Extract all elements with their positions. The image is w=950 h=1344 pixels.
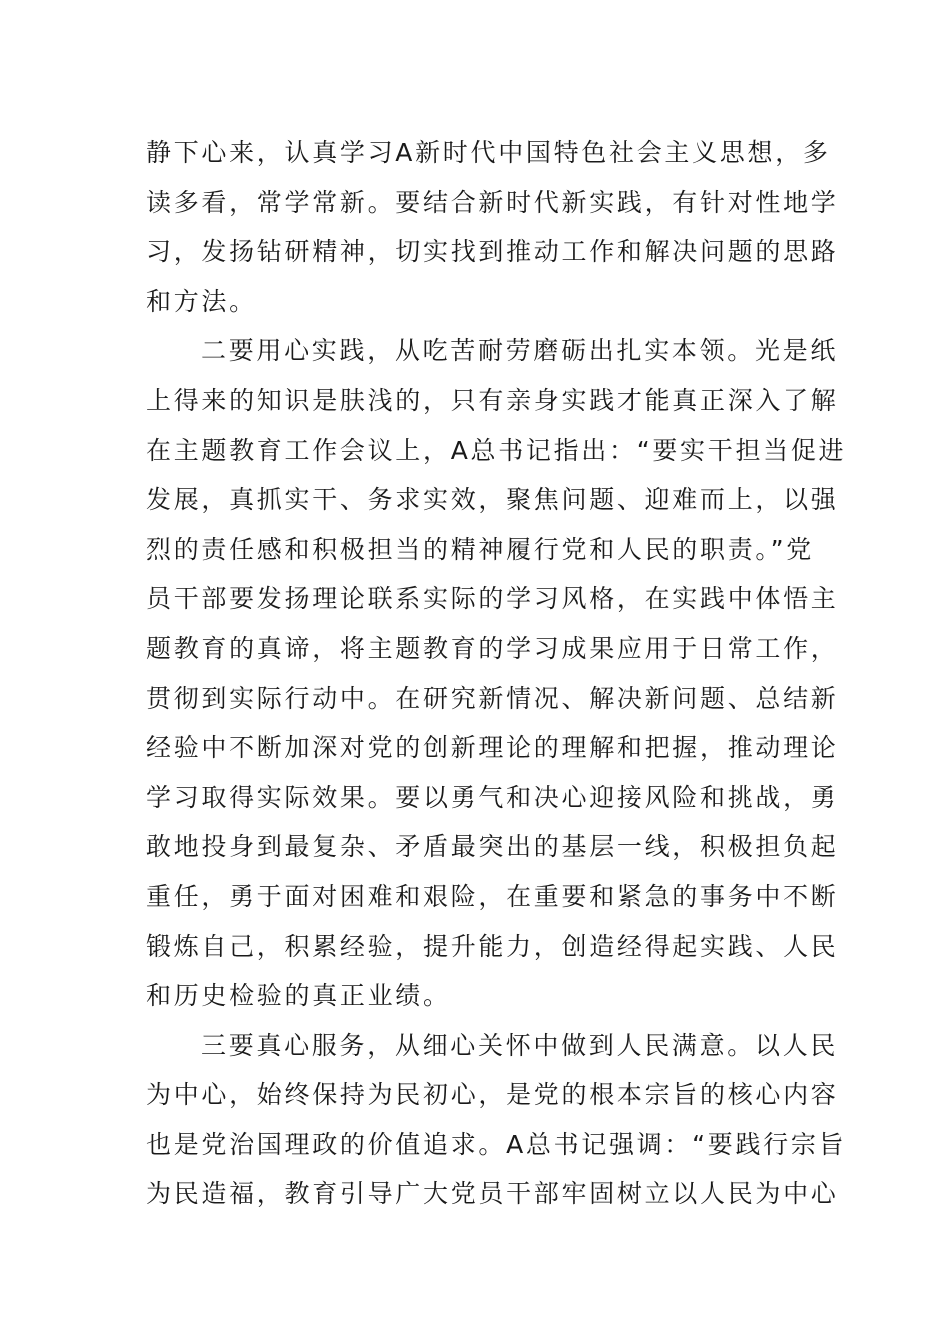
text-line: 也是党治国理政的价值追求。A总书记强调：“要践行宗旨 — [146, 1129, 847, 1159]
text-line: 贯彻到实际行动中。在研究新情况、解决新问题、总结新 — [146, 683, 839, 713]
text-line: 和方法。 — [146, 286, 257, 316]
text-line: 锻炼自己，积累经验，提升能力，创造经得起实践、人民 — [146, 931, 839, 961]
text-line: 重任，勇于面对困难和艰险，在重要和紧急的事务中不断 — [146, 881, 839, 911]
text-line: 习，发扬钻研精神，切实找到推动工作和解决问题的思路 — [146, 237, 839, 267]
text-line: 员干部要发扬理论联系实际的学习风格，在实践中体悟主 — [146, 584, 839, 614]
text-line: 在主题教育工作会议上，A总书记指出：“要实干担当促进 — [146, 435, 847, 465]
text-line: 发展，真抓实干、务求实效，聚焦问题、迎难而上，以强 — [146, 485, 839, 515]
text-line: 烈的责任感和积极担当的精神履行党和人民的职责。”党 — [146, 534, 814, 564]
text-line: 为民造福，教育引导广大党员干部牢固树立以人民为中心 — [146, 1179, 839, 1209]
paragraph-first-line: 二要用心实践，从吃苦耐劳磨砺出扎实本领。光是纸 — [201, 336, 839, 366]
text-line: 和历史检验的真正业绩。 — [146, 981, 451, 1011]
text-line: 为中心，始终保持为民初心，是党的根本宗旨的核心内容 — [146, 1080, 839, 1110]
text-line: 学习取得实际效果。要以勇气和决心迎接风险和挑战，勇 — [146, 782, 839, 812]
text-line: 读多看，常学常新。要结合新时代新实践，有针对性地学 — [146, 187, 839, 217]
text-line: 上得来的知识是肤浅的，只有亲身实践才能真正深入了解 — [146, 385, 839, 415]
document-body — [146, 128, 847, 1219]
paragraph-first-line: 三要真心服务，从细心关怀中做到人民满意。以人民 — [201, 1030, 839, 1060]
text-line: 敢地投身到最复杂、矛盾最突出的基层一线，积极担负起 — [146, 832, 839, 862]
text-line: 题教育的真谛，将主题教育的学习成果应用于日常工作， — [146, 633, 839, 663]
text-line: 静下心来，认真学习A新时代中国特色社会主义思想，多 — [146, 138, 831, 167]
text-line: 经验中不断加深对党的创新理论的理解和把握，推动理论 — [146, 733, 839, 763]
